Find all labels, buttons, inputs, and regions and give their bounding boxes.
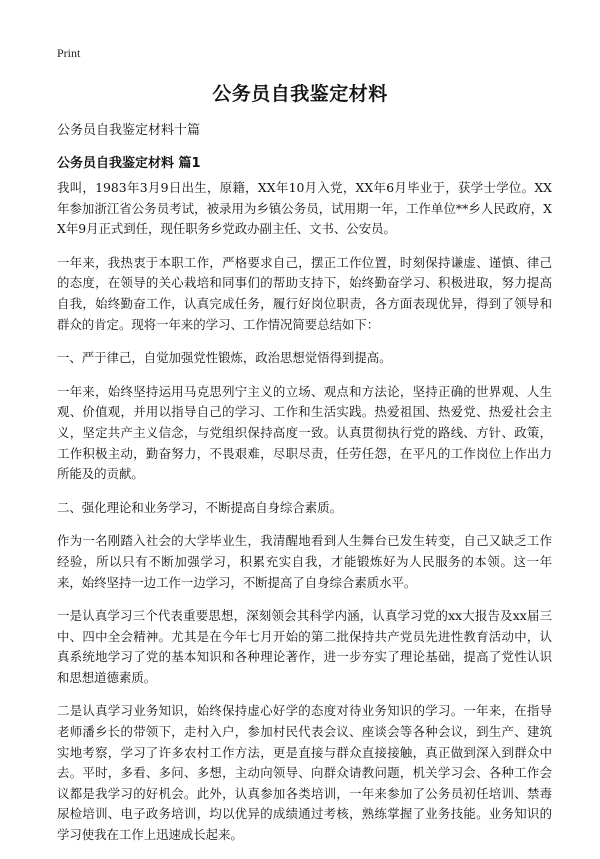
paragraph: 二是认真学习业务知识，始终保持虚心好学的态度对待业务知识的学习。一年来，在指导老师潘乡长的带领下，走村入户，参加村民代表会议、座谈会等各种会议，到生产、建筑实地考察，学习了许多农村工作方法，更是直接与群众直接接触，真正做到深入到群众中去。平时，多看、多问、多想，主动向领导、向群众请教问题，机关学习会、各种工作会议都是我学习的好机会。此外，认真参加各类培训，一年来参加了公务员初任培训、禁毒尿检培训、电子政务培训，均以优异的成绩通过考核，熟练掌握了业务技能。业务知识的学习使我在工作上迅速成长起来。	[57, 703, 552, 843]
document-body	[57, 178, 552, 859]
print-link[interactable]: Print	[57, 46, 81, 60]
document-subtitle: 公务员自我鉴定材料十篇	[57, 123, 201, 138]
section-heading: 公务员自我鉴定材料 篇1	[57, 156, 201, 171]
paragraph: 我叫，1983年3月9日出生，原籍，XX年10月入党，XX年6月毕业于，获学士学位。XX年参加浙江省公务员考试，被录用为乡镇公务员，试用期一年，工作单位**乡人民政府，XX年9月正式到任，现任职务乡党政办副主任、文书、公安员。	[57, 180, 552, 237]
paragraph: 作为一名刚踏入社会的大学毕业生，我清醒地看到人生舞台已发生转变，自己又缺乏工作经验，所以只有不断加强学习，积累充实自我，才能锻炼好为人民服务的本领。这一年来，始终坚持一边工作一边学习，不断提高了自身综合素质水平。	[57, 533, 552, 590]
paragraph: 一是认真学习三个代表重要思想，深刻领会其科学内涵，认真学习党的xx大报告及xx届三中、四中全会精神。尤其是在今年七月开始的第二批保持共产党员先进性教育活动中，认真系统地学习了党的基本知识和各种理论著作，进一步夯实了理论基础，提高了党性认识和思想道德素质。	[57, 608, 552, 685]
paragraph: 一年来，始终坚持运用马克思列宁主义的立场、观点和方法论，坚持正确的世界观、人生观、价值观，并用以指导自己的学习、工作和生活实践。热爱祖国、热爱党、热爱社会主义，坚定共产主义信念，与党组织保持高度一致。认真贯彻执行党的路线、方针、政策，工作积极主动，勤奋努力，不畏艰难，尽职尽责，任劳任怨，在平凡的工作岗位上作出力所能及的贡献。	[57, 383, 552, 482]
paragraph: 二、强化理论和业务学习，不断提高自身综合素质。	[57, 499, 342, 515]
paragraph: 一年来，我热衷于本职工作，严格要求自己，摆正工作位置，时刻保持谦虚、谨慎、律己的态度，在领导的关心栽培和同事们的帮助支持下，始终勤奋学习、积极进取，努力提高自我，始终勤奋工作，认真完成任务，履行好岗位职责，各方面表现优异，得到了领导和群众的肯定。现将一年来的学习、工作情况简要总结如下：	[57, 254, 552, 332]
paragraph: 一、严于律己，自觉加强党性锻炼，政治思想觉悟得到提高。	[57, 350, 392, 366]
document-title: 公务员自我鉴定材料	[212, 83, 388, 105]
